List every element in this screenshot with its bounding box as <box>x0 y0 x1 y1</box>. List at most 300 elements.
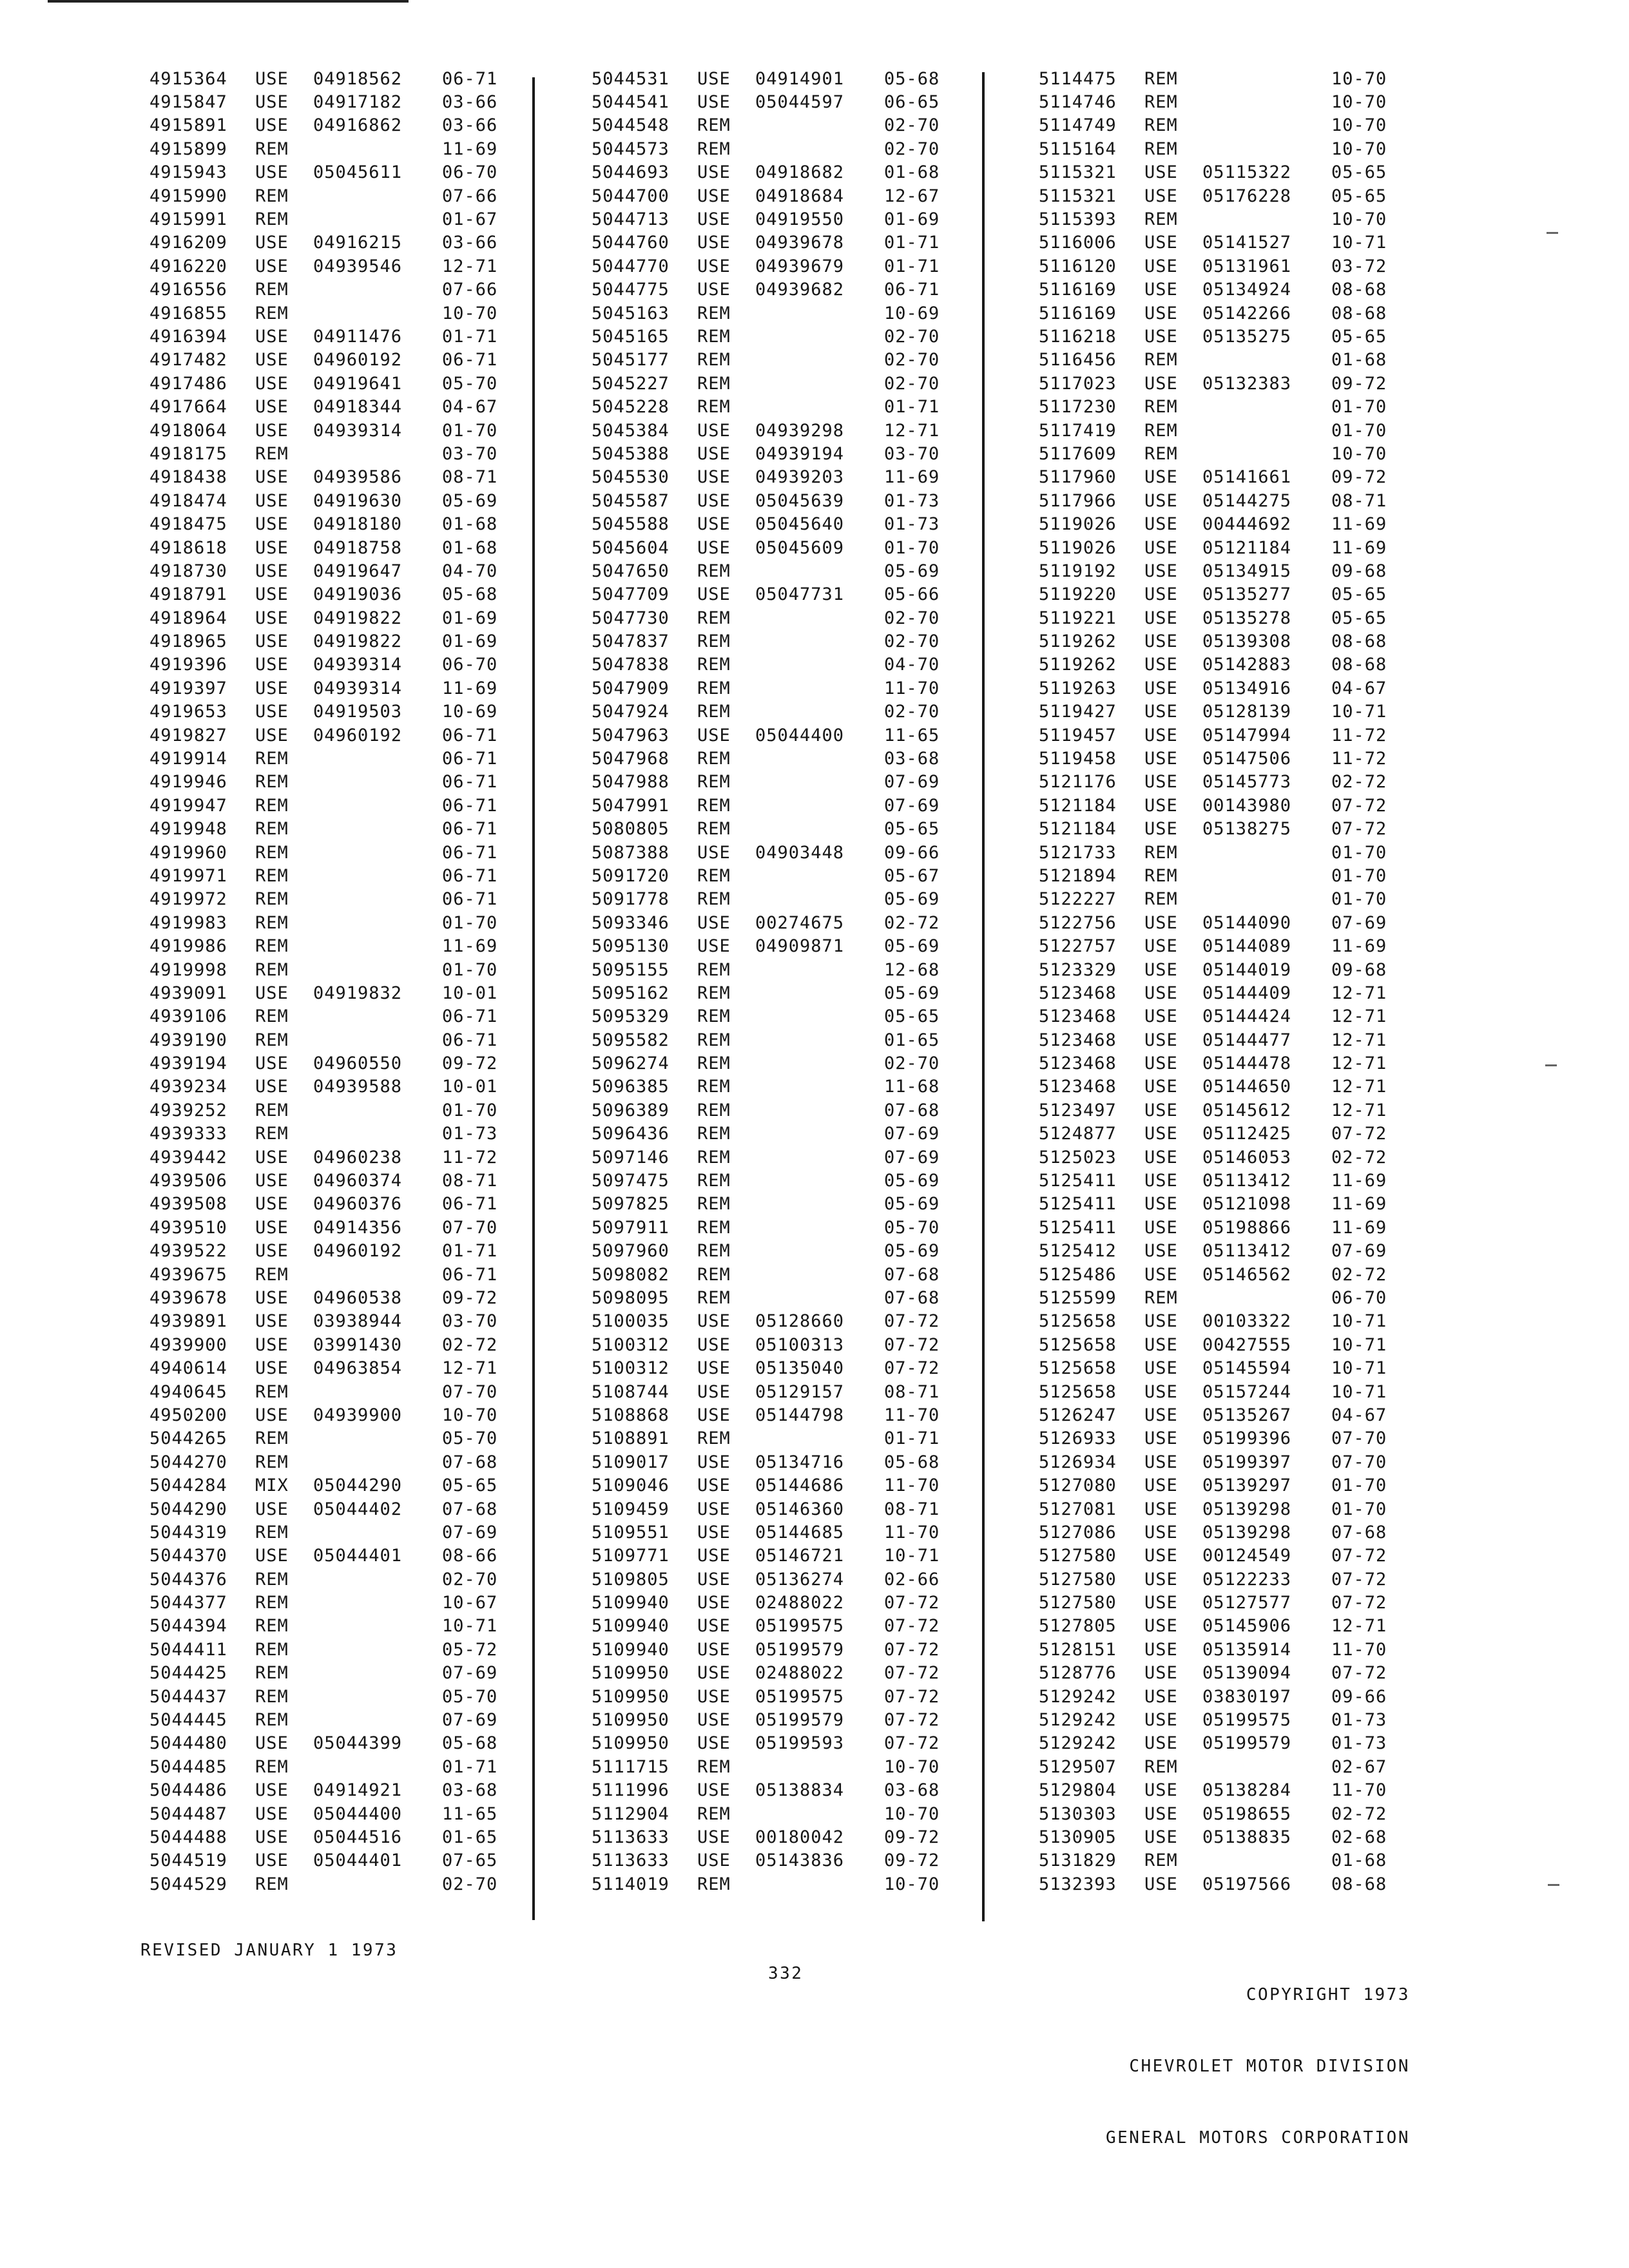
effective-date: 07-69 <box>442 1663 498 1684</box>
parts-row <box>592 161 955 184</box>
part-number: 5045388 <box>592 443 670 464</box>
parts-row <box>1039 606 1402 629</box>
parts-row <box>1039 1427 1402 1450</box>
replacement-part: 05143836 <box>755 1850 845 1871</box>
part-number: 5044519 <box>149 1850 227 1871</box>
effective-date: 05-69 <box>884 1171 940 1191</box>
parts-row <box>1039 1474 1402 1497</box>
effective-date: 04-67 <box>442 397 498 418</box>
action-code: USE <box>697 1475 731 1496</box>
parts-row <box>592 1427 955 1450</box>
replacement-part: 05146360 <box>755 1499 845 1519</box>
replacement-part: 05146053 <box>1202 1147 1292 1168</box>
parts-row <box>149 231 513 255</box>
parts-row <box>149 677 513 700</box>
replacement-part: 05139308 <box>1202 631 1292 652</box>
parts-row <box>592 1169 955 1192</box>
parts-row <box>1039 1052 1402 1075</box>
parts-row <box>1039 1356 1402 1379</box>
action-code: USE <box>255 1288 289 1308</box>
parts-row <box>1039 1732 1402 1755</box>
part-number: 4916209 <box>149 233 227 253</box>
action-code: REM <box>1144 209 1178 230</box>
part-number: 5123468 <box>1039 1006 1117 1027</box>
effective-date: 03-68 <box>884 749 940 769</box>
parts-row <box>149 1568 513 1591</box>
replacement-part: 04960238 <box>313 1147 403 1168</box>
parts-row <box>592 958 955 981</box>
action-code: USE <box>1144 1264 1178 1285</box>
parts-row <box>149 934 513 957</box>
action-code: USE <box>1144 1006 1178 1027</box>
replacement-part: 04914921 <box>313 1780 403 1801</box>
parts-row <box>592 911 955 934</box>
part-number: 5096389 <box>592 1100 670 1120</box>
parts-row <box>149 771 513 794</box>
effective-date: 05-65 <box>884 819 940 840</box>
parts-row <box>1039 864 1402 887</box>
action-code: REM <box>1144 1850 1178 1871</box>
part-number: 5109950 <box>592 1710 670 1731</box>
parts-row <box>592 325 955 348</box>
part-number: 5096436 <box>592 1124 670 1144</box>
part-number: 5128151 <box>1039 1639 1117 1660</box>
action-code: USE <box>1144 1546 1178 1566</box>
parts-row <box>1039 419 1402 442</box>
action-code: USE <box>697 1499 731 1519</box>
part-number: 5096274 <box>592 1053 670 1074</box>
part-number: 5109950 <box>592 1733 670 1754</box>
parts-row <box>592 1380 955 1403</box>
copyright-line: GENERAL MOTORS CORPORATION <box>1106 2128 1410 2148</box>
action-code: REM <box>1144 115 1178 136</box>
replacement-part: 05122233 <box>1202 1569 1292 1590</box>
replacement-part: 05144090 <box>1202 912 1292 933</box>
effective-date: 01-73 <box>1331 1710 1387 1731</box>
effective-date: 07-68 <box>442 1499 498 1519</box>
part-number: 5121184 <box>1039 795 1117 816</box>
parts-row <box>149 137 513 160</box>
action-code: USE <box>1144 561 1178 581</box>
replacement-part: 04919647 <box>313 561 403 581</box>
parts-row <box>592 1146 955 1169</box>
effective-date: 12-71 <box>1331 1030 1387 1050</box>
parts-row <box>592 700 955 724</box>
action-code: USE <box>697 1381 731 1402</box>
action-code: USE <box>255 1147 289 1168</box>
effective-date: 10-67 <box>442 1593 498 1613</box>
replacement-part: 05198866 <box>1202 1217 1292 1238</box>
action-code: REM <box>255 842 289 863</box>
parts-row <box>1039 1662 1402 1685</box>
part-number: 4915943 <box>149 162 227 183</box>
part-number: 5047837 <box>592 631 670 652</box>
replacement-part: 04916862 <box>313 115 403 136</box>
part-number: 5044531 <box>592 68 670 89</box>
action-code: REM <box>697 1803 731 1824</box>
action-code: USE <box>1144 326 1178 347</box>
parts-row <box>592 794 955 817</box>
parts-row <box>149 1685 513 1708</box>
action-code: REM <box>1144 92 1178 113</box>
parts-row <box>592 372 955 395</box>
action-code: USE <box>1144 280 1178 300</box>
parts-row <box>149 700 513 724</box>
action-code: USE <box>1144 1381 1178 1402</box>
effective-date: 01-70 <box>442 1100 498 1120</box>
replacement-part: 00274675 <box>755 912 845 933</box>
parts-row <box>592 1685 955 1708</box>
effective-date: 07-69 <box>1331 1241 1387 1262</box>
part-number: 5123468 <box>1039 1053 1117 1074</box>
effective-date: 01-70 <box>442 912 498 933</box>
replacement-part: 04960192 <box>313 1241 403 1262</box>
parts-row <box>1039 1075 1402 1099</box>
replacement-part: 05134924 <box>1202 280 1292 300</box>
part-number: 5109805 <box>592 1569 670 1590</box>
part-number: 4940614 <box>149 1358 227 1379</box>
parts-row <box>149 1263 513 1286</box>
effective-date: 11-70 <box>1331 1780 1387 1801</box>
replacement-part: 05144650 <box>1202 1077 1292 1097</box>
effective-date: 03-68 <box>442 1780 498 1801</box>
part-number: 5125023 <box>1039 1147 1117 1168</box>
effective-date: 09-66 <box>884 842 940 863</box>
effective-date: 01-71 <box>442 1756 498 1777</box>
effective-date: 09-72 <box>1331 467 1387 488</box>
effective-date: 11-69 <box>1331 1171 1387 1191</box>
column-divider-1 <box>532 77 535 1920</box>
parts-row <box>592 1802 955 1825</box>
replacement-part: 05199579 <box>755 1710 845 1731</box>
action-code: USE <box>697 280 731 300</box>
effective-date: 06-70 <box>442 655 498 675</box>
replacement-part: 04918758 <box>313 537 403 558</box>
effective-date: 01-67 <box>442 209 498 230</box>
part-number: 4939252 <box>149 1100 227 1120</box>
replacement-part: 00180042 <box>755 1827 845 1847</box>
action-code: REM <box>1144 1288 1178 1308</box>
replacement-part: 05199579 <box>755 1639 845 1660</box>
parts-row <box>149 841 513 864</box>
action-code: REM <box>255 280 289 300</box>
effective-date: 08-66 <box>442 1546 498 1566</box>
replacement-part: 05144477 <box>1202 1030 1292 1050</box>
parts-row <box>592 1240 955 1263</box>
effective-date: 07-72 <box>884 1663 940 1684</box>
part-number: 5125411 <box>1039 1171 1117 1191</box>
parts-row <box>149 1286 513 1309</box>
action-code: USE <box>255 983 289 1003</box>
parts-row <box>592 841 955 864</box>
part-number: 5127080 <box>1039 1475 1117 1496</box>
action-code: USE <box>697 1686 731 1707</box>
effective-date: 01-70 <box>1331 865 1387 886</box>
action-code: REM <box>697 561 731 581</box>
action-code: REM <box>697 1756 731 1777</box>
action-code: USE <box>1144 819 1178 840</box>
parts-row <box>592 1263 955 1286</box>
effective-date: 02-70 <box>884 350 940 370</box>
effective-date: 05-65 <box>884 1006 940 1027</box>
parts-row <box>592 606 955 629</box>
parts-row <box>1039 302 1402 325</box>
effective-date: 07-69 <box>884 795 940 816</box>
parts-row <box>592 1099 955 1122</box>
parts-row <box>1039 442 1402 465</box>
action-code: USE <box>255 608 289 628</box>
parts-row <box>149 1380 513 1403</box>
replacement-part: 04939678 <box>755 233 845 253</box>
part-number: 5045228 <box>592 397 670 418</box>
effective-date: 03-68 <box>884 1780 940 1801</box>
effective-date: 06-71 <box>442 772 498 793</box>
part-number: 5129804 <box>1039 1780 1117 1801</box>
replacement-part: 05146562 <box>1202 1264 1292 1285</box>
part-number: 5109046 <box>592 1475 670 1496</box>
parts-row <box>149 1310 513 1333</box>
part-number: 4918791 <box>149 584 227 605</box>
action-code: USE <box>697 1850 731 1871</box>
part-number: 5109551 <box>592 1522 670 1542</box>
effective-date: 06-71 <box>442 749 498 769</box>
action-code: USE <box>1144 1241 1178 1262</box>
parts-row <box>592 302 955 325</box>
replacement-part: 05135914 <box>1202 1639 1292 1660</box>
part-number: 4918964 <box>149 608 227 628</box>
part-number: 5117419 <box>1039 420 1117 441</box>
action-code: USE <box>1144 1452 1178 1472</box>
part-number: 5125658 <box>1039 1381 1117 1402</box>
replacement-part: 04939586 <box>313 467 403 488</box>
replacement-part: 04918682 <box>755 162 845 183</box>
parts-row <box>149 1075 513 1099</box>
action-code: USE <box>1144 959 1178 980</box>
replacement-part: 05127577 <box>1202 1593 1292 1613</box>
part-number: 5091720 <box>592 865 670 886</box>
parts-row <box>1039 184 1402 207</box>
effective-date: 11-69 <box>1331 537 1387 558</box>
effective-date: 12-71 <box>442 1358 498 1379</box>
parts-row <box>149 1427 513 1450</box>
parts-row <box>149 1216 513 1239</box>
effective-date: 07-68 <box>442 1452 498 1472</box>
copyright-block <box>1106 1936 1410 2174</box>
effective-date: 11-70 <box>884 1475 940 1496</box>
effective-date: 08-71 <box>1331 490 1387 511</box>
replacement-part: 05199593 <box>755 1733 845 1754</box>
effective-date: 11-65 <box>442 1803 498 1824</box>
part-number: 5121184 <box>1039 819 1117 840</box>
parts-row <box>1039 278 1402 302</box>
part-number: 5119427 <box>1039 702 1117 722</box>
effective-date: 01-65 <box>884 1030 940 1050</box>
action-code: USE <box>255 1171 289 1191</box>
part-number: 5044775 <box>592 280 670 300</box>
action-code: REM <box>255 1381 289 1402</box>
parts-row <box>149 1638 513 1661</box>
action-code: USE <box>1144 467 1178 488</box>
action-code: USE <box>255 1077 289 1097</box>
effective-date: 05-65 <box>1331 162 1387 183</box>
effective-date: 07-69 <box>884 772 940 793</box>
replacement-part: 04939203 <box>755 467 845 488</box>
replacement-part: 04939298 <box>755 420 845 441</box>
effective-date: 07-72 <box>884 1616 940 1637</box>
part-number: 5124877 <box>1039 1124 1117 1144</box>
parts-row <box>149 466 513 489</box>
effective-date: 12-71 <box>1331 1006 1387 1027</box>
replacement-part: 04939314 <box>313 420 403 441</box>
effective-date: 05-69 <box>884 1241 940 1262</box>
parts-row <box>149 1662 513 1685</box>
part-number: 5128776 <box>1039 1663 1117 1684</box>
parts-row <box>592 1521 955 1544</box>
part-number: 5117023 <box>1039 373 1117 394</box>
parts-row <box>1039 395 1402 418</box>
part-number: 5044394 <box>149 1616 227 1637</box>
replacement-part: 02488022 <box>755 1663 845 1684</box>
part-number: 5045177 <box>592 350 670 370</box>
parts-row <box>1039 1615 1402 1638</box>
part-number: 5119262 <box>1039 631 1117 652</box>
part-number: 5047963 <box>592 725 670 745</box>
action-code: USE <box>697 936 731 957</box>
part-number: 5045165 <box>592 326 670 347</box>
effective-date: 02-70 <box>442 1874 498 1894</box>
part-number: 4919948 <box>149 819 227 840</box>
effective-date: 07-72 <box>1331 1124 1387 1144</box>
parts-row <box>592 512 955 535</box>
action-code: USE <box>255 1241 289 1262</box>
action-code: REM <box>697 865 731 886</box>
action-code: USE <box>697 186 731 206</box>
replacement-part: 04916215 <box>313 233 403 253</box>
action-code: REM <box>697 326 731 347</box>
action-code: USE <box>255 1499 289 1519</box>
parts-row <box>149 1849 513 1872</box>
effective-date: 06-71 <box>442 350 498 370</box>
effective-date: 02-70 <box>884 115 940 136</box>
parts-row <box>1039 1240 1402 1263</box>
part-number: 4939194 <box>149 1053 227 1074</box>
effective-date: 04-70 <box>884 655 940 675</box>
part-number: 5114746 <box>1039 92 1117 113</box>
effective-date: 05-65 <box>1331 326 1387 347</box>
part-number: 5119457 <box>1039 725 1117 745</box>
effective-date: 02-70 <box>442 1569 498 1590</box>
part-number: 5115164 <box>1039 139 1117 159</box>
action-code: USE <box>697 1593 731 1613</box>
part-number: 5044700 <box>592 186 670 206</box>
part-number: 5117960 <box>1039 467 1117 488</box>
parts-row <box>1039 888 1402 911</box>
action-code: USE <box>697 1710 731 1731</box>
action-code: USE <box>1144 1077 1178 1097</box>
action-code: USE <box>697 1311 731 1332</box>
action-code: USE <box>255 350 289 370</box>
replacement-part: 05199575 <box>1202 1710 1292 1731</box>
action-code: REM <box>255 1874 289 1894</box>
part-number: 4919998 <box>149 959 227 980</box>
part-number: 4916556 <box>149 280 227 300</box>
action-code: REM <box>1144 420 1178 441</box>
part-number: 5125658 <box>1039 1358 1117 1379</box>
part-number: 5095582 <box>592 1030 670 1050</box>
action-code: REM <box>255 209 289 230</box>
effective-date: 10-70 <box>442 1405 498 1425</box>
part-number: 5097825 <box>592 1194 670 1215</box>
effective-date: 06-71 <box>442 1006 498 1027</box>
replacement-part: 05199575 <box>755 1616 845 1637</box>
parts-row <box>1039 114 1402 137</box>
part-number: 4915847 <box>149 92 227 113</box>
replacement-part: 03991430 <box>313 1334 403 1355</box>
action-code: REM <box>255 959 289 980</box>
parts-row <box>149 278 513 302</box>
action-code: REM <box>255 1030 289 1050</box>
effective-date: 02-67 <box>1331 1756 1387 1777</box>
effective-date: 01-71 <box>884 1428 940 1449</box>
action-code: USE <box>1144 1194 1178 1215</box>
parts-row <box>149 794 513 817</box>
effective-date: 05-69 <box>884 1194 940 1215</box>
action-code: USE <box>697 233 731 253</box>
parts-row <box>1039 512 1402 535</box>
effective-date: 08-71 <box>884 1381 940 1402</box>
effective-date: 02-70 <box>884 326 940 347</box>
parts-row <box>592 1193 955 1216</box>
part-number: 5080805 <box>592 819 670 840</box>
part-number: 4919653 <box>149 702 227 722</box>
parts-row <box>1039 1169 1402 1192</box>
part-number: 5093346 <box>592 912 670 933</box>
replacement-part: 05044597 <box>755 92 845 113</box>
action-code: USE <box>1144 795 1178 816</box>
action-code: USE <box>255 1546 289 1566</box>
replacement-part: 00124549 <box>1202 1546 1292 1566</box>
part-number: 5127580 <box>1039 1593 1117 1613</box>
action-code: REM <box>697 749 731 769</box>
parts-row <box>592 1286 955 1309</box>
effective-date: 02-70 <box>884 631 940 652</box>
parts-row <box>1039 372 1402 395</box>
effective-date: 07-70 <box>1331 1452 1387 1472</box>
parts-row <box>149 442 513 465</box>
replacement-part: 05145612 <box>1202 1100 1292 1120</box>
action-code: REM <box>697 373 731 394</box>
action-code: REM <box>1144 68 1178 89</box>
part-number: 5123468 <box>1039 983 1117 1003</box>
effective-date: 12-71 <box>884 420 940 441</box>
part-number: 5091778 <box>592 889 670 910</box>
action-code: REM <box>255 889 289 910</box>
action-code: USE <box>1144 514 1178 535</box>
action-code: REM <box>697 1194 731 1215</box>
part-number: 5132393 <box>1039 1874 1117 1894</box>
parts-row <box>1039 161 1402 184</box>
parts-row <box>149 653 513 677</box>
parts-row <box>1039 255 1402 278</box>
part-number: 5125411 <box>1039 1194 1117 1215</box>
part-number: 4939333 <box>149 1124 227 1144</box>
action-code: USE <box>255 1850 289 1871</box>
effective-date: 10-69 <box>442 702 498 722</box>
effective-date: 01-70 <box>884 537 940 558</box>
effective-date: 07-72 <box>1331 1593 1387 1613</box>
parts-row <box>592 90 955 113</box>
action-code: USE <box>1144 1686 1178 1707</box>
